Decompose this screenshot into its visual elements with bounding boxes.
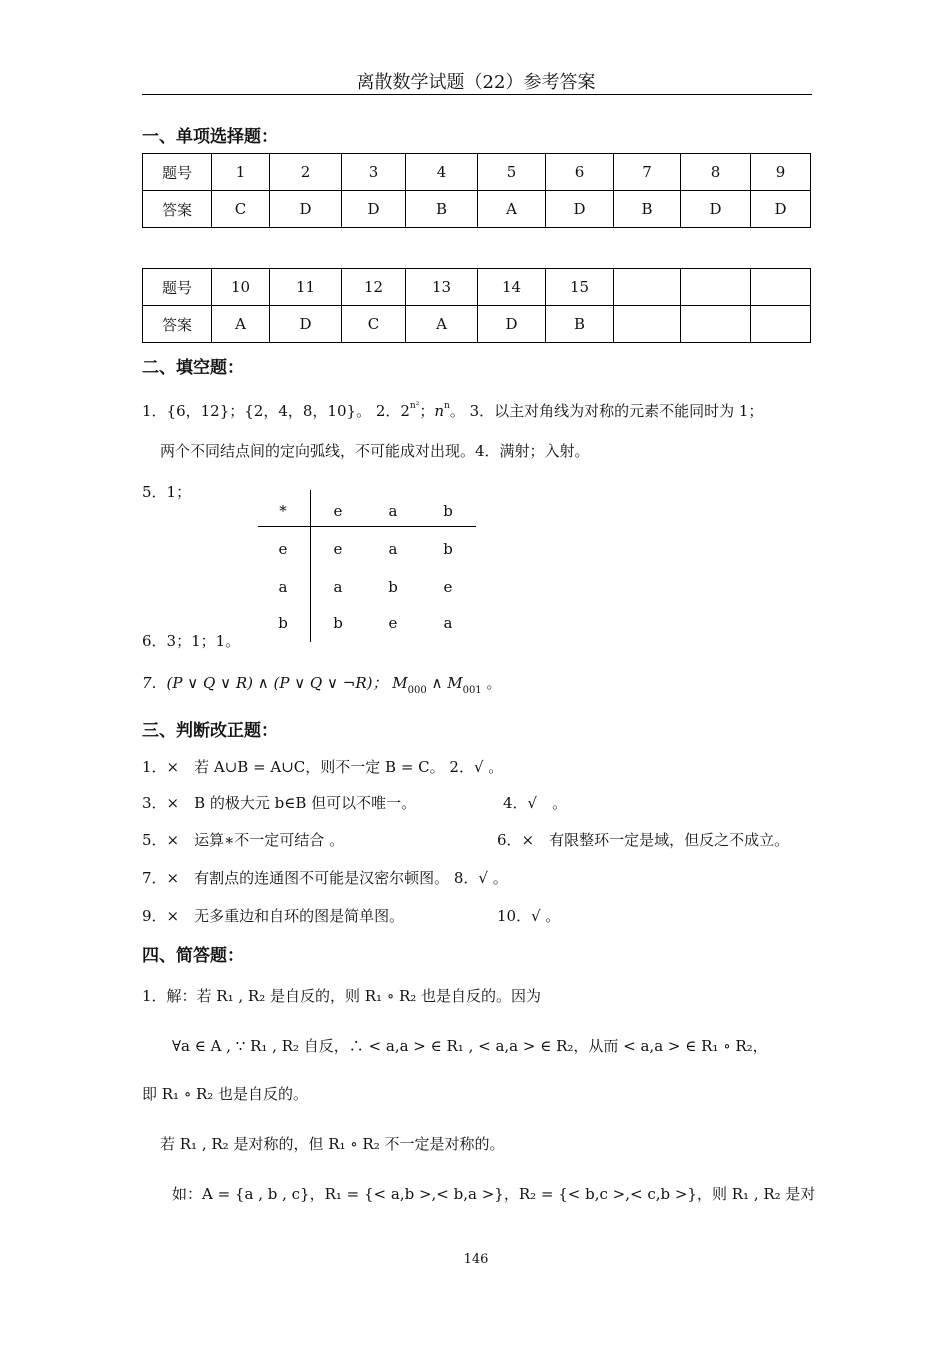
section-1-heading: 一、单项选择题： — [142, 127, 278, 147]
table-cell: C — [212, 191, 270, 228]
op-header-cell: a — [388, 502, 398, 520]
table-cell — [751, 306, 811, 343]
op-cell: a — [388, 540, 398, 558]
page-header-title: 离散数学试题（22）参考答案 — [356, 72, 596, 93]
table-cell: 14 — [478, 269, 546, 306]
table-cell: 12 — [342, 269, 406, 306]
fill-italic: n — [434, 402, 445, 420]
fill-text: 1．{6，12}；{2，4，8，10}。 2．2 — [142, 402, 410, 420]
table-cell: A — [212, 306, 270, 343]
short-answer-line-1: 1．解：若 R₁ , R₂ 是自反的，则 R₁ ∘ R₂ 也是自反的。因为 — [142, 987, 542, 1005]
fill-text: 。 3．以主对角线为对称的元素不能同时为 1； — [449, 402, 764, 420]
table-cell — [614, 269, 681, 306]
table-cell: 7 — [614, 154, 681, 191]
judge-line-4: 4．√ 。 — [503, 794, 568, 812]
table-row — [143, 269, 811, 306]
table-cell: 8 — [681, 154, 751, 191]
table-row — [143, 306, 811, 343]
table-cell: 10 — [212, 269, 270, 306]
table-row — [143, 154, 811, 191]
table-cell: 2 — [270, 154, 342, 191]
judge-line-7: 7．× 有割点的连通图不可能是汉密尔顿图。 8．√ 。 — [142, 869, 508, 887]
table-horizontal-rule — [258, 526, 476, 527]
table-cell: 15 — [546, 269, 614, 306]
fill-answer-7 — [142, 672, 502, 696]
judge-line-10: 10．√ 。 — [497, 907, 561, 925]
op-cell: a — [278, 578, 288, 596]
fill-text: ； — [419, 402, 435, 420]
table-cell: B — [546, 306, 614, 343]
table-vertical-rule — [310, 490, 311, 642]
op-cell: b — [443, 540, 453, 558]
judge-line-3: 3．× B 的极大元 b∈B 但可以不唯一。 — [142, 794, 417, 812]
row-label: 答案 — [143, 191, 212, 228]
table-cell: 13 — [406, 269, 478, 306]
answer-table-1 — [142, 153, 811, 228]
section-4-heading: 四、简答题： — [142, 946, 244, 966]
short-answer-line-3: 即 R₁ ∘ R₂ 也是自反的。 — [142, 1085, 309, 1103]
op-cell: a — [333, 578, 343, 596]
table-cell: D — [546, 191, 614, 228]
fill-formula: 7．(P ∨ Q ∨ R) ∧ (P ∨ Q ∨ ¬R)； — [142, 674, 388, 692]
op-cell: b — [278, 614, 288, 632]
table-cell: 11 — [270, 269, 342, 306]
short-answer-line-2: ∀a ∈ A , ∵ R₁ , R₂ 自反，∴ < a,a > ∈ R₁ , < a,a > ∈ R₂，从而 < a,a > ∈ R₁ ∘ R₂， — [172, 1037, 768, 1055]
short-answer-line-4: 若 R₁ , R₂ 是对称的，但 R₁ ∘ R₂ 不一定是对称的。 — [160, 1135, 505, 1153]
table-cell: A — [406, 306, 478, 343]
subscript: 000 — [407, 685, 427, 696]
operation-table — [258, 490, 478, 642]
judge-line-1: 1．× 若 A∪B = A∪C，则不一定 B = C。 2．√ 。 — [142, 758, 504, 776]
table-cell: D — [342, 191, 406, 228]
fill-formula: M — [392, 674, 408, 692]
op-cell: b — [333, 614, 343, 632]
judge-line-6: 6．× 有限整环一定是域，但反之不成立。 — [497, 831, 790, 849]
table-cell: D — [270, 306, 342, 343]
judge-line-9: 9．× 无多重边和自环的图是简单图。 — [142, 907, 405, 925]
subscript: 001 — [462, 685, 482, 696]
table-cell: D — [270, 191, 342, 228]
table-cell: 3 — [342, 154, 406, 191]
fill-answer-line-1 — [142, 400, 763, 421]
table-cell — [751, 269, 811, 306]
short-answer-line-5: 如：A = {a , b , c}，R₁ = {< a,b >,< b,a >}，R₂ = {< b,c >,< c,b >}，则 R₁ , R₂ 是对 — [172, 1185, 816, 1203]
table-cell — [614, 306, 681, 343]
section-2-heading: 二、填空题： — [142, 358, 244, 378]
fill-text: 。 — [481, 674, 502, 692]
row-label: 题号 — [143, 269, 212, 306]
table-cell: D — [681, 191, 751, 228]
table-cell: 1 — [212, 154, 270, 191]
fill-answer-line-2: 两个不同结点间的定向弧线，不可能成对出现。4．满射；入射。 — [160, 442, 590, 460]
op-cell: e — [443, 578, 453, 596]
fill-text: ∧ — [426, 674, 448, 692]
fill-answer-5: 5．1； — [142, 483, 192, 501]
table-cell: D — [751, 191, 811, 228]
header-rule — [142, 94, 812, 95]
table-cell — [681, 269, 751, 306]
op-cell: e — [333, 540, 343, 558]
superscript: n² — [409, 401, 420, 411]
table-cell — [681, 306, 751, 343]
judge-line-5: 5．× 运算∗不一定可结合 。 — [142, 831, 345, 849]
table-cell: C — [342, 306, 406, 343]
superscript: n — [444, 401, 450, 411]
answer-table-2 — [142, 268, 811, 343]
row-label: 答案 — [143, 306, 212, 343]
table-cell: 9 — [751, 154, 811, 191]
table-cell: A — [478, 191, 546, 228]
table-cell: B — [614, 191, 681, 228]
page-number: 146 — [463, 1252, 489, 1267]
table-cell: B — [406, 191, 478, 228]
op-cell: b — [388, 578, 398, 596]
row-label: 题号 — [143, 154, 212, 191]
op-cell: a — [443, 614, 453, 632]
table-cell: 4 — [406, 154, 478, 191]
section-3-heading: 三、判断改正题： — [142, 721, 278, 741]
op-header-cell: e — [333, 502, 343, 520]
fill-formula: M — [447, 674, 463, 692]
op-header-cell: * — [279, 502, 287, 520]
table-cell: 6 — [546, 154, 614, 191]
table-row — [143, 191, 811, 228]
table-cell: D — [478, 306, 546, 343]
fill-answer-6: 6．3；1；1。 — [142, 632, 241, 650]
op-cell: e — [278, 540, 288, 558]
op-header-cell: b — [443, 502, 453, 520]
table-cell: 5 — [478, 154, 546, 191]
op-cell: e — [388, 614, 398, 632]
